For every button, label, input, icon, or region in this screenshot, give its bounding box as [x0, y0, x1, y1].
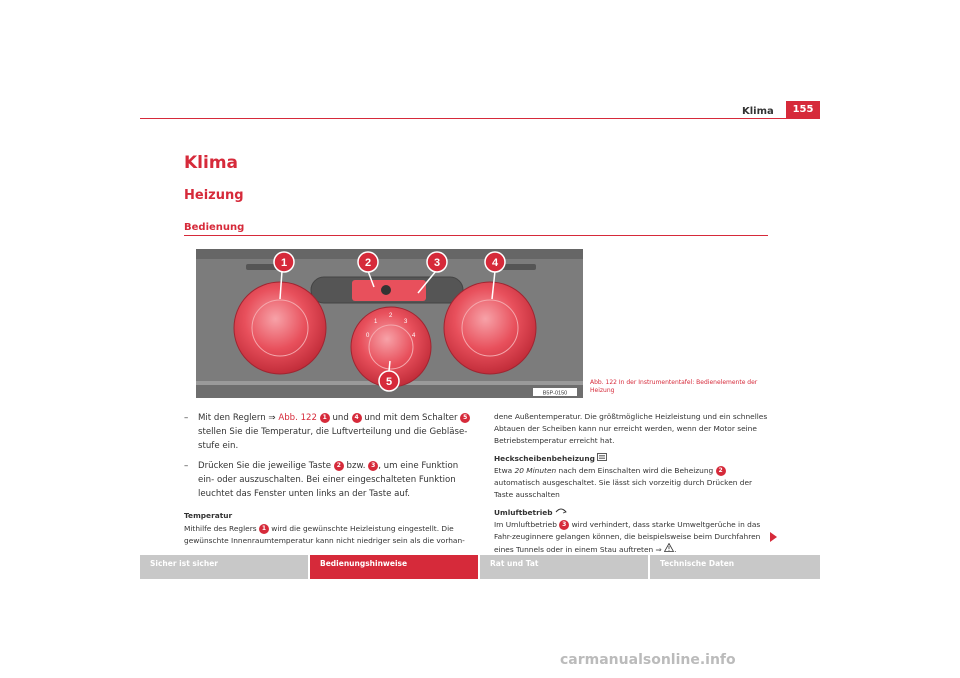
rear-window-heating-icon: [597, 453, 607, 461]
text-segment: Etwa: [494, 466, 515, 475]
text-segment: .: [674, 545, 677, 554]
instruction-bullet-1: [184, 411, 474, 453]
badge-4: 4: [352, 413, 362, 423]
rear-window-heating-paragraph: [494, 465, 770, 501]
watermark: carmanualsonline.info: [560, 652, 736, 668]
leader-line-5: [389, 361, 390, 371]
text-segment: , um eine Funktion ein- oder auszuschalten. Bei einer eingeschalteten Funktion leuchtet das Fenster unten links an der Taste auf.: [198, 461, 459, 499]
header-divider: [140, 118, 820, 119]
text-column-left: [184, 411, 474, 547]
blower-mark-0: 0: [366, 333, 370, 339]
callout-label-4: 4: [491, 257, 499, 269]
text-column-right: [494, 411, 770, 556]
air-distribution-knob: [444, 282, 536, 374]
text-segment: nach dem Einschalten wird die Beheizung: [556, 466, 716, 475]
footer-tab-rat-und-tat[interactable]: Rat und Tat: [480, 555, 648, 579]
text-segment: bzw.: [343, 461, 369, 471]
paragraph-continuation: dene Außentemperatur. Die größtmögliche Heizleistung und ein schnelles Abtauen der Scheiben kann nur erreicht werden, wenn der Motor seine Betriebstemperatur erreicht hat.: [494, 412, 768, 445]
warning-icon[interactable]: [664, 543, 677, 554]
recirculation-paragraph: [494, 519, 770, 556]
recirculation-icon: [555, 507, 567, 515]
figure-reference-link[interactable]: Abb. 122: [278, 413, 317, 423]
badge-3: 3: [368, 461, 378, 471]
recirculation-heading: [494, 507, 770, 519]
heating-controls-figure: [196, 249, 583, 398]
subsection-title: Bedienung: [184, 222, 245, 233]
blower-mark-4: 4: [412, 333, 416, 339]
badge-5: 5: [460, 413, 470, 423]
figure-caption: Abb. 122 In der Instrumententafel: Bedienelemente der Heizung: [590, 379, 758, 394]
chapter-title: Klima: [184, 153, 239, 173]
footer-tab-sicher[interactable]: Sicher ist sicher: [140, 555, 308, 579]
heading-text: Heckscheibenbeheizung: [494, 454, 595, 463]
footer-tab-technische-daten[interactable]: Technische Daten: [650, 555, 820, 579]
badge-1: 1: [259, 524, 269, 534]
text-segment: wird verhindert, dass starke Umweltgerüche in das Fahr-zeuginnere gelangen können, die beispielsweise beim Durchfahren eines Tunnels oder in einem Stau auftreten ⇒: [494, 520, 761, 554]
header-title: Klima: [742, 106, 774, 117]
callout-label-1: 1: [280, 257, 288, 269]
center-screw: [381, 285, 391, 295]
callout-label-2: 2: [364, 257, 372, 269]
temperature-paragraph: [184, 523, 474, 547]
next-page-arrow-icon[interactable]: [770, 532, 777, 542]
page-number: 155: [786, 101, 820, 119]
blower-mark-3: 3: [404, 319, 408, 325]
callout-label-3: 3: [433, 257, 441, 269]
text-segment: Im Umluftbetrieb: [494, 520, 560, 529]
text-segment: Mithilfe des Reglers: [184, 524, 259, 533]
figure-code: B5P-0150: [542, 390, 568, 397]
blower-mark-2: 2: [389, 313, 393, 319]
badge-1: 1: [320, 413, 330, 423]
badge-2: 2: [716, 466, 726, 476]
footer-nav: [140, 555, 820, 579]
text-segment: und: [329, 413, 352, 423]
badge-3: 3: [559, 520, 569, 530]
footer-tab-bedienungshinweise[interactable]: Bedienungshinweise: [310, 555, 478, 579]
bullet-dash: –: [184, 461, 189, 471]
temperature-heading: Temperatur: [184, 511, 233, 520]
blower-mark-1: 1: [374, 319, 378, 325]
badge-2: 2: [334, 461, 344, 471]
instruction-bullet-2: [184, 459, 474, 501]
subsection-divider: [184, 235, 768, 236]
bullet-dash: –: [184, 413, 189, 423]
rear-window-heating-heading: [494, 453, 770, 465]
section-title: Heizung: [184, 188, 244, 203]
text-segment: Mit den Reglern ⇒: [198, 413, 279, 423]
text-segment: und mit dem Schalter: [361, 413, 461, 423]
callout-label-5: 5: [385, 376, 393, 388]
text-segment: stellen Sie die Temperatur, die Luftverteilung und die Gebläse-stufe ein.: [198, 427, 468, 451]
italic-duration: 20 Minuten: [514, 466, 557, 475]
text-segment: wird die gewünschte Heizleistung eingestellt. Die gewünschte Innenraumtemperatur kann nicht niedriger sein als die vorhan-: [184, 524, 465, 545]
panel-top-edge: [196, 249, 583, 259]
heading-text: Umluftbetrieb: [494, 508, 553, 517]
text-segment: Drücken Sie die jeweilige Taste: [198, 461, 334, 471]
text-segment: automatisch ausgeschaltet. Sie lässt sich vorzeitig durch Drücken der Taste ausschalten: [494, 478, 753, 499]
